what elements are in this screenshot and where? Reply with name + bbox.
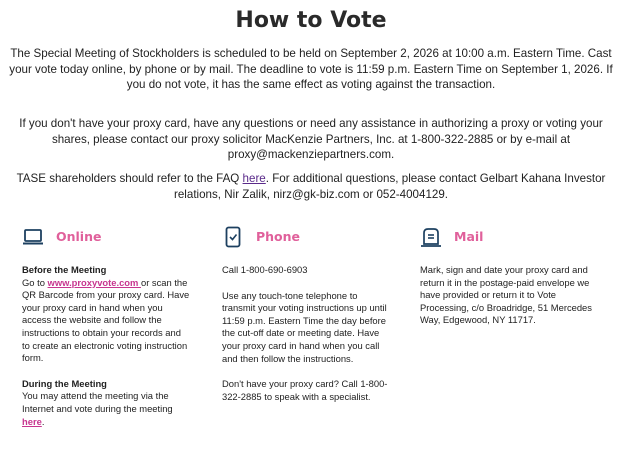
phone-header (222, 226, 390, 248)
mail-label: Mail (454, 228, 484, 244)
intro-paragraph-meeting: The Special Meeting of Stockholders is scheduled to be held on September 2, 2026 at 10:00 a.m. Eastern Time. Cast your vote today online, by phone or by mail. The deadline to vote is 11:59 p.m. Eastern Time on September 1, 2026. If you do not vote, it has the same effect as voting against the transaction. (9, 47, 613, 91)
intro-paragraph-tase (8, 171, 614, 202)
before-meeting-post: or scan the QR Barcode from your proxy card. Have your proxy card in hand when you access the website and follow the instructions to obtain your records and to create an electronic voting instruction form. (22, 276, 190, 364)
before-meeting-text (22, 277, 190, 365)
during-meeting-title: During the Meeting (22, 377, 107, 389)
online-header (22, 226, 190, 248)
phone-no-card-text: Don't have your proxy card? Call 1-800-322-2885 to speak with a specialist. (222, 378, 388, 402)
during-meeting-pre: You may attend the meeting via the Internet and vote during the meeting (22, 390, 173, 414)
before-meeting-title: Before the Meeting (22, 264, 107, 275)
during-meeting-post: . (41, 415, 45, 427)
mail-column (420, 226, 592, 327)
faq-link[interactable]: here (242, 172, 266, 185)
mail-icon (420, 226, 442, 248)
phone-column (222, 226, 390, 403)
online-column (22, 226, 190, 428)
tase-text-after: . For additional questions, please contact Gelbart Kahana Investor relations, Nir Zalik, nirz@gk-biz.com or 052-4004129. (173, 172, 606, 201)
online-label: Online (56, 228, 102, 244)
proxyvote-link[interactable]: www.proxyvote.com (47, 276, 141, 288)
before-meeting-pre: Go to (22, 276, 48, 288)
meeting-link[interactable]: here (22, 415, 42, 427)
phone-label: Phone (256, 228, 301, 244)
tase-text-before: TASE shareholders should refer to the FAQ (16, 172, 243, 185)
mail-header (420, 226, 592, 248)
laptop-icon (22, 226, 44, 248)
intro-paragraph-contact: If you don't have your proxy card, have any questions or need any assistance in authorizing a proxy or voting your shares, please contact our proxy solicitor MacKenzie Partners, Inc. at 1-800-322-2885 or by e-mail at proxy@mackenziepartners.com. (19, 117, 603, 161)
phone-icon (222, 226, 244, 248)
phone-number-text: Call 1-800-690-6903 (222, 264, 308, 275)
mail-instructions: Mark, sign and date your proxy card and return it in the postage-paid envelope we have provided or return it to Vote Processing, c/o Broadridge, 51 Mercedes Way, Edgewood, NY 11717. (420, 264, 592, 326)
during-meeting-text (22, 390, 190, 428)
page-title: How to Vote (235, 8, 387, 33)
phone-instructions: Use any touch-tone telephone to transmit your voting instructions up until 11:59 p.m. Eastern Time the day before the cut-off date or meeting date. Have your proxy card in hand when you call and then follow the instructions. (222, 289, 387, 364)
